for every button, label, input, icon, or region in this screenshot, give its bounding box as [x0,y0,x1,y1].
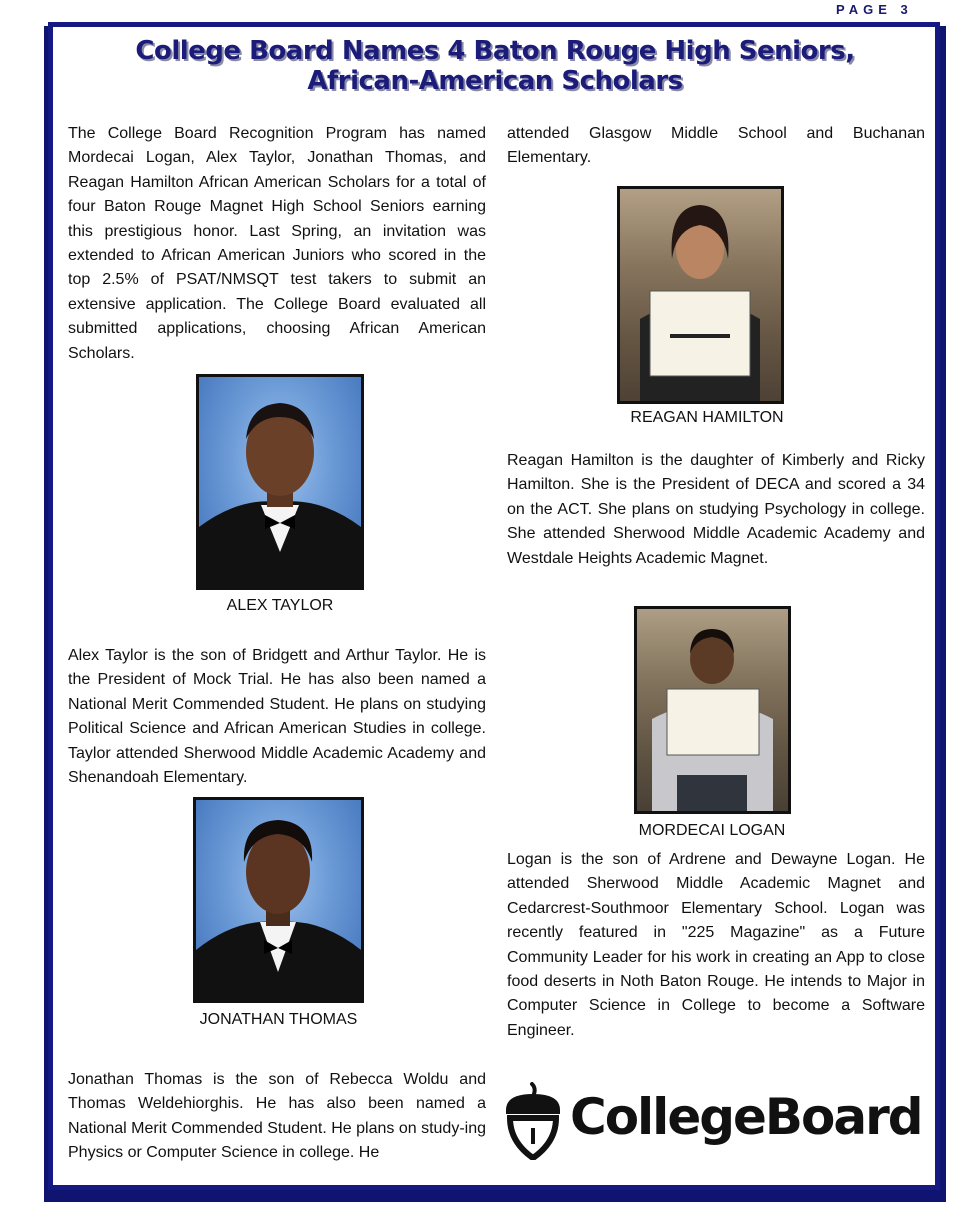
portrait-figure-icon [199,377,361,587]
reagan-hamilton-bio: Reagan Hamilton is the daughter of Kimberly and Ricky Hamilton. She is the President of DECA and scored a 34 on the ACT. She plans on studying Psychology in college. She attended Sherwood Middle Academic Academy and Westdale Heights Academic Magnet. [507,452,925,567]
mordecai-logan-caption: MORDECAI LOGAN [638,822,786,839]
article-title [60,36,930,96]
page-number: PAGE 3 [836,2,913,17]
jonathan-thomas-bio: Jonathan Thomas is the son of Rebecca Woldu and Thomas Weldehiorghis. He has also been named a National Merit Commended Student. He plans on study-ing Physics or Computer Science in college. He [68,1071,486,1162]
title-line-2: African-American Scholars [307,66,683,96]
person-with-certificate-icon [637,609,788,811]
jonathan-thomas-bio-continued: attended Glasgow Middle School and Buchanan Elementary. [507,125,925,167]
jonathan-thomas-caption: JONATHAN THOMAS [199,1011,358,1028]
alex-taylor-bio: Alex Taylor is the son of Bridgett and Arthur Taylor. He is the President of Mock Trial. He has also been named a National Merit Commended Student. He plans on studying Political Science and African American Studies in college. Taylor attended Sherwood Middle Academic Academy and Shenandoah Elementary. [68,647,486,787]
mordecai-logan-photo [634,606,791,814]
alex-taylor-caption: ALEX TAYLOR [226,597,334,614]
title-line-1: College Board Names 4 Baton Rouge High Seniors, [135,36,855,66]
college-board-wordmark: CollegeBoard [570,1088,922,1146]
reagan-hamilton-caption: REAGAN HAMILTON [630,409,784,426]
college-board-logo [500,1080,940,1160]
portrait-figure-icon [196,800,361,1000]
person-with-certificate-icon [620,189,781,401]
intro-paragraph: The College Board Recognition Program has named Mordecai Logan, Alex Taylor, Jonathan Thomas, and Reagan Hamilton African American Scholars for a total of four Baton Rouge Magnet High School Seniors earning this prestigious honor. Last Spring, an invitation was extended to African American Juniors who scored in the top 2.5% of PSAT/NMSQT test takers to submit an extensive application. The College Board evaluated all submitted applications, choosing African American Scholars. [68,125,486,362]
mordecai-logan-bio: Logan is the son of Ardrene and Dewayne Logan. He attended Sherwood Middle Academic Magnet and Cedarcrest-Southmoor Elementary School. Logan was recently featured in "225 Magazine" as a Future Community Leader for his work in creating an App to close food deserts in Noth Baton Rouge. He intends to Major in Computer Science in College to become a Software Engineer. [507,851,925,1039]
alex-taylor-photo [196,374,364,590]
acorn-icon [502,1082,564,1160]
reagan-hamilton-photo [617,186,784,404]
jonathan-thomas-photo [193,797,364,1003]
